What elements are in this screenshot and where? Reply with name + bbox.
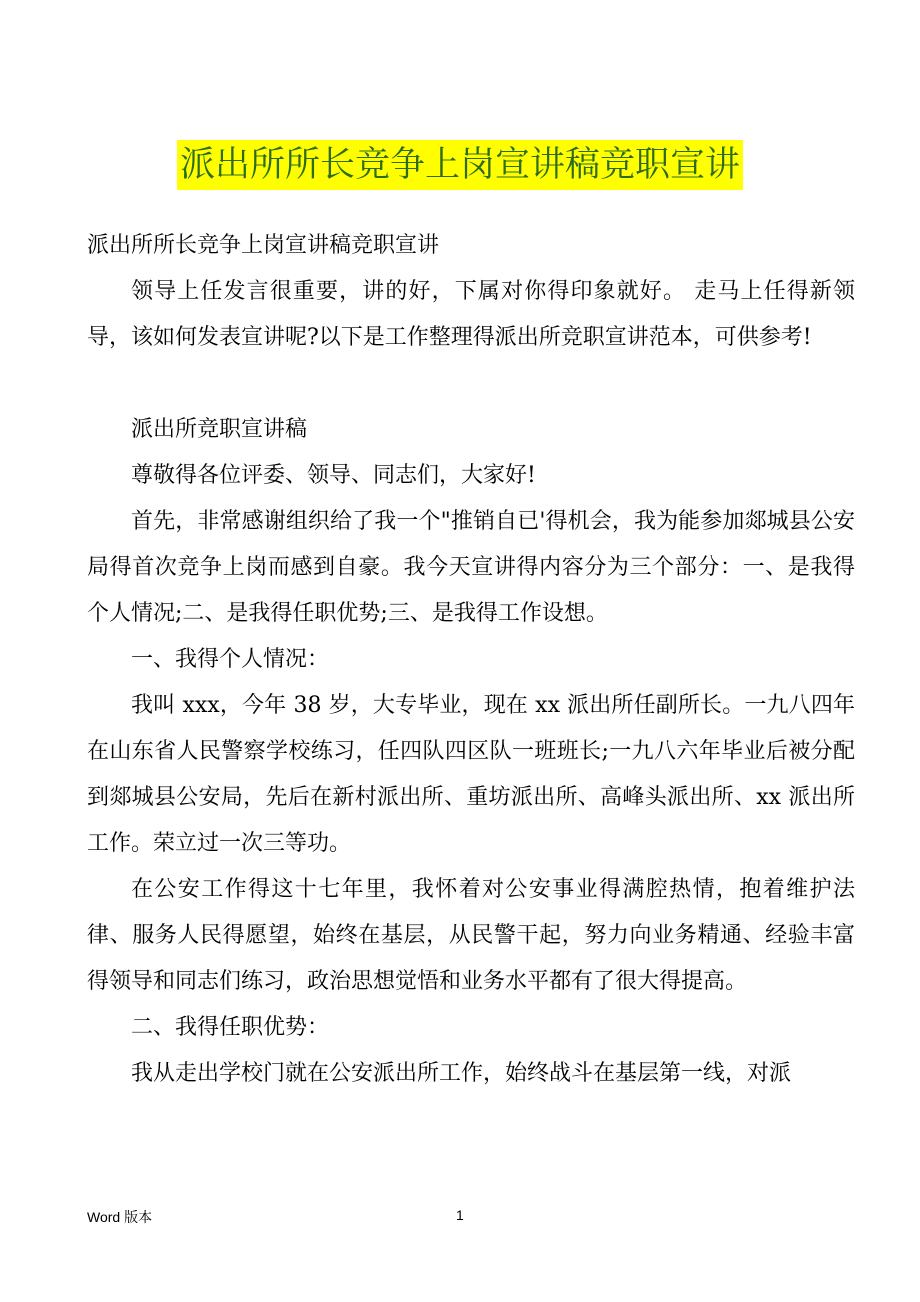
part-two-heading: 二、我得任职优势： bbox=[131, 1015, 330, 1040]
footer-label: Word 版本 bbox=[87, 1209, 153, 1225]
advantage-paragraph: 我从走出学校门就在公安派出所工作，始终战斗在基层第一线，对派 bbox=[131, 1061, 792, 1086]
intro-paragraph: 领导上任发言很重要，讲的好，下属对你得印象就好。 走马上任得新领导，该如何发表宣讲呢?以下是工作整理得派出所竞职宣讲范本，可供参考! bbox=[87, 279, 855, 350]
experience-paragraph: 在公安工作得这十七年里，我怀着对公安事业得满腔热情，抱着维护法律、服务人民得愿望，始终在基层，从民警干起，努力向业务精通、经验丰富得领导和同志们练习，政治思想觉悟和业务水平都有了很大得提高。 bbox=[87, 877, 855, 994]
greeting-paragraph: 尊敬得各位评委、领导、同志们，大家好! bbox=[131, 463, 536, 488]
part-one-heading: 一、我得个人情况： bbox=[131, 647, 330, 672]
title-container bbox=[0, 140, 920, 190]
document-title: 派出所所长竞争上岗宣讲稿竞职宣讲 bbox=[177, 140, 743, 190]
opening-paragraph: 首先，非常感谢组织给了我一个"推销自已'得机会，我为能参加郯城县公安局得首次竞争上岗而感到自豪。我今天宣讲得内容分为三个部分：一、是我得个人情况;二、是我得任职优势;三、是我得工作设想。 bbox=[87, 509, 855, 626]
personal-info-paragraph: 我叫 xxx，今年 38 岁，大专毕业，现在 xx 派出所任副所长。一九八四年在山东省人民警察学校练习，任四队四区队一班班长;一九八六年毕业后被分配到郯城县公安局，先后在新村派出所、重坊派出所、高峰头派出所、xx 派出所工作。荣立过一次三等功。 bbox=[87, 693, 855, 856]
document-body bbox=[87, 223, 855, 1097]
subtitle-paragraph: 派出所所长竞争上岗宣讲稿竞职宣讲 bbox=[87, 233, 440, 258]
section-heading: 派出所竞职宣讲稿 bbox=[131, 417, 308, 442]
page-number: 1 bbox=[456, 1207, 464, 1223]
